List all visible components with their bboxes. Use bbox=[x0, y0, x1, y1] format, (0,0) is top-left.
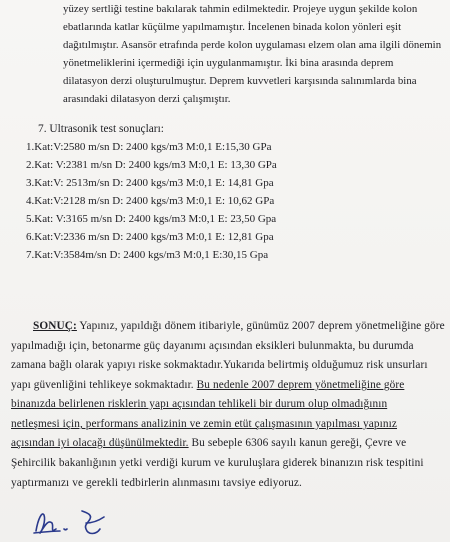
conclusion-line-8: Şehircilik bakanlığının yetki verdiği kurum ve kuruluşlara giderek binanızın risk tespitini bbox=[11, 457, 424, 469]
conclusion-label: SONUÇ: bbox=[33, 320, 77, 332]
conclusion-line-7: açısından iyi olacağı düşünülmektedir. Bu sebeple 6306 sayılı kanun gereği, Çevre ve bbox=[11, 437, 407, 449]
intro-line-5: dilatasyon derzi oluşturulmuştur. Deprem kuvvetleri karşısında salınımlarda bina bbox=[63, 75, 417, 87]
intro-line-1: yüzey sertliği testine bakılarak tahmin edilmektedir. Projeye uygun şekilde kolon bbox=[63, 3, 418, 15]
measurement-row: 7.Kat:V:3584m/sn D: 2400 kgs/m3 M:0,1 E:30,15 Gpa bbox=[26, 249, 269, 261]
underlined-recommendation-end: açısından iyi olacağı düşünülmektedir. bbox=[11, 437, 189, 449]
conclusion-line-5: binanızda belirlenen risklerin yapı açısından tehlikeli bir durum olup olmadığının bbox=[11, 398, 388, 410]
measurement-row: 2.Kat: V:2381 m/sn D: 2400 kgs/m3 M:0,1 E: 13,30 GPa bbox=[26, 159, 277, 171]
conclusion-line-3: zamana bağlı olarak yapıyı riske sokmaktadır.Yukarıda belirtmiş olduğumuz risk unsurları bbox=[11, 359, 428, 371]
conclusion-line-6: netleşmesi için, performans analizinin ve zemin etüt çalışmasının yapılması yapınız bbox=[11, 418, 398, 430]
underlined-recommendation: Bu nedenle 2007 deprem yönetmeliğine göre bbox=[196, 379, 405, 391]
intro-line-3: dağıtılmıştır. Asansör etrafında perde kolon uygulaması elzem olan ama ilgili dönemin bbox=[63, 39, 442, 51]
intro-line-2: ebatlarında katlar küçülme yapılmamıştır. İncelenen binada kolon yönleri eşit bbox=[63, 21, 402, 33]
measurement-row: 6.Kat:V:2336 m/sn D: 2400 kgs/m3 M:0,1 E: 12,81 Gpa bbox=[26, 231, 274, 243]
conclusion-line-2: yapılmadığı için, betonarme güç dayanımı açısından eksikleri bulunmakta, bu durumda bbox=[11, 340, 414, 352]
measurement-row: 1.Kat:V:2580 m/sn D: 2400 kgs/m3 M:0,1 E:15,30 GPa bbox=[26, 141, 272, 153]
measurement-row: 4.Kat:V:2128 m/sn D: 2400 kgs/m3 M:0,1 E: 10,62 GPa bbox=[26, 195, 275, 207]
conclusion-line-9: yaptırmanızı ve gerekli tedbirlerin alınmasını tavsiye ediyoruz. bbox=[11, 477, 302, 489]
conclusion-line-4: yapı güvenliğini tehlikeye sokmaktadır. Bu nedenle 2007 deprem yönetmeliğine göre bbox=[11, 379, 405, 391]
handwritten-signature bbox=[30, 505, 140, 539]
intro-line-6: arasındaki dilatasyon derzi çalışmıştır. bbox=[63, 93, 231, 105]
measurement-row: 5.Kat: V:3165 m/sn D: 2400 kgs/m3 M:0,1 E: 23,50 Gpa bbox=[26, 213, 277, 225]
measurement-row: 3.Kat:V: 2513m/sn D: 2400 kgs/m3 M:0,1 E: 14,81 Gpa bbox=[26, 177, 274, 189]
conclusion-line-1: SONUÇ: Yapınız, yapıldığı dönem itibariyle, günümüz 2007 deprem yönetmeliğine göre bbox=[33, 320, 445, 332]
intro-line-4: yönetmeliklerini içermediği için uygulanmamıştır. İki bina arasında deprem bbox=[63, 57, 394, 69]
section-heading: 7. Ultrasonik test sonuçları: bbox=[38, 123, 164, 135]
